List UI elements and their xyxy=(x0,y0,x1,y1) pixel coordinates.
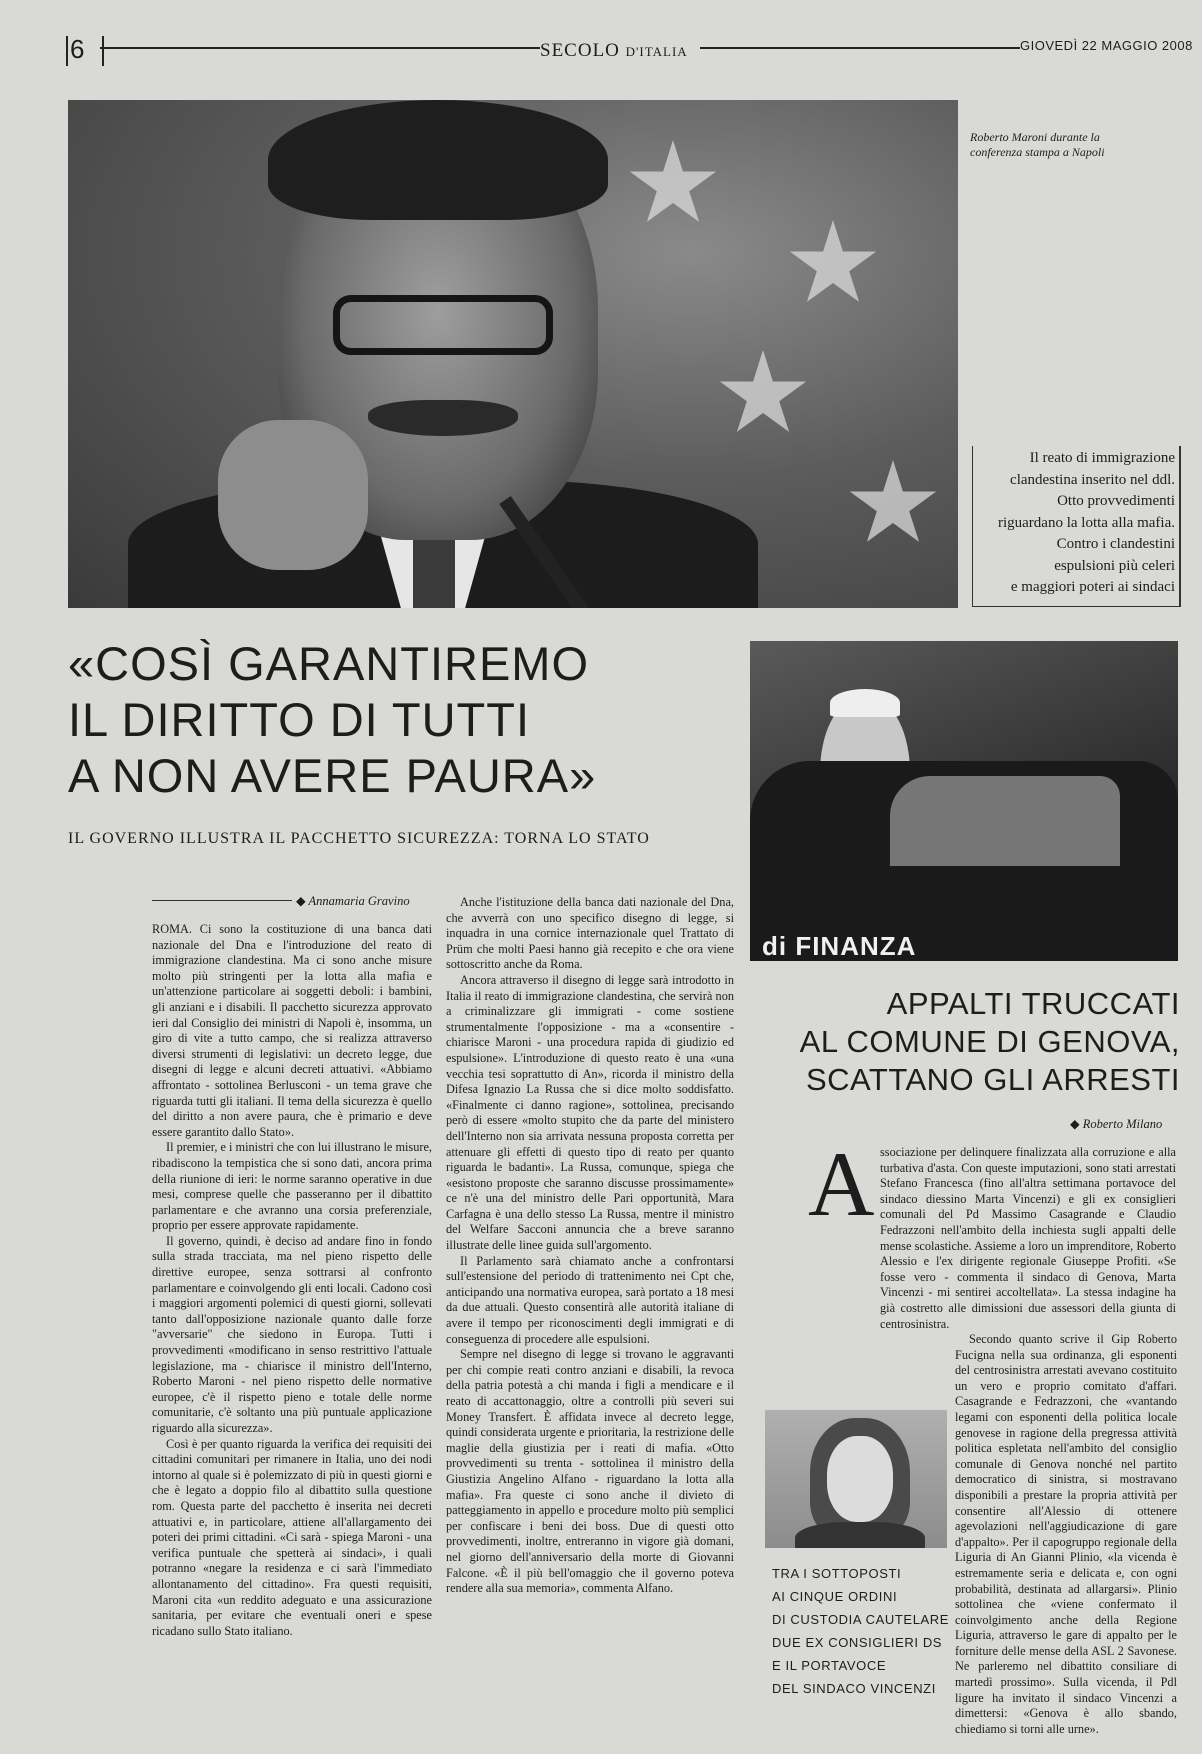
byline-author: Annamaria Gravino xyxy=(308,894,410,908)
article2-byline xyxy=(1070,1116,1162,1132)
main-photo-caption: Roberto Maroni durante la conferenza stampa a Napoli xyxy=(970,130,1105,159)
paragraph: ssociazione per delinquere finalizzata alla corruzione e alla turbativa d'asta. Con queste imputazioni, sono stati arrestati Stefano Francesca (fino all'altra settimana portavoce del sindaco diessino Marta Vincenzi) e gli ex consiglieri comunali del Pd Massimo Casagrande e Claudio Fedrazzoni nell'ambito della inchiesta sugli appalti delle mense scolastiche. Assieme a loro un imprenditore, Roberto Alessio e l'ex dirigente regionale Giuseppe Profiti. «Se fosse vero - commenta il sindaco di Genova, Marta Vincenzi - mi sentirei accoltellata». La stessa indagine ha già costretto alle dimissioni due assessori della giunta di centrosinistra. xyxy=(880,1145,1176,1331)
portrait-hair xyxy=(268,100,608,220)
headline-line: «COSÌ GARANTIREMO xyxy=(68,637,590,690)
newspaper-name xyxy=(540,40,688,62)
inset-photo-caption xyxy=(772,1562,957,1700)
article-headline xyxy=(68,636,596,804)
article-column-1 xyxy=(152,922,432,1639)
officer-cap xyxy=(830,689,900,717)
woman-body xyxy=(795,1522,925,1548)
paragraph: Secondo quanto scrive il Gip Roberto Fucigna nella sua ordinanza, gli esponenti del centrosinistra arrestati avevano costituito un vero e proprio comitato d'affari. Casagrande e Fedrazzoni, che «vantando legami con esponenti della politica locale genovese in ragione della pregressa attività politica espletata nell'ambito del consiglio comunale di Genova nonché nel partito democratico di sinistra, si mostravano disponibili a prestare la propria attività per consentire all'Alessio di ottenere agevolazioni nell'aggiudicazione di gare d'appalto». Per il capogruppo regionale della Liguria di An Gianni Plinio, «la vicenda è estremamente seria e delicata e, con ogni probabilità, destinata ad allargarsi». Plinio sottolinea che «viene confermato il coinvolgimento anche della Regione Liguria, attraverso le gare di appalto per le forniture delle mense della ASL 2 Savonese. Ne parleremo nel dibattito consiliare di martedì prossimo». Sulla vicenda, il Pdl ligure ha invitato il sindaco Vincenzi a dimettersi: «Genova è allo sbando, chiediamo si torni alle urne». xyxy=(955,1332,1177,1736)
headline-line: A NON AVERE PAURA» xyxy=(68,749,597,802)
byline-author: Roberto Milano xyxy=(1082,1117,1163,1131)
car-window xyxy=(890,776,1120,866)
flag-star xyxy=(788,220,878,310)
pull-quote-line: espulsioni più celeri xyxy=(1054,557,1175,574)
drop-cap: A xyxy=(808,1133,875,1235)
portrait-mustache xyxy=(368,400,518,436)
pull-quote-line: e maggiori poteri ai sindaci xyxy=(1010,579,1175,595)
article2-spacer xyxy=(880,1320,1176,1321)
headline-line: IL DIRITTO DI TUTTI xyxy=(68,693,531,746)
headline-line: SCATTANO GLI ARRESTI xyxy=(805,1062,1180,1097)
article2-headline xyxy=(755,985,1180,1099)
caption-line: DI CUSTODIA CAUTELARE xyxy=(772,1612,950,1627)
header-rule-right xyxy=(700,47,1020,49)
caption-line: DUE EX CONSIGLIERI DS xyxy=(772,1635,943,1650)
article-column-2 xyxy=(446,895,734,1597)
issue-date: GIOVEDÌ 22 MAGGIO 2008 xyxy=(1020,38,1193,53)
paragraph: Così è per quanto riguarda la verifica dei requisiti dei cittadini comunitari per rimanere in Italia, uno dei nodi intorno al quale si è polemizzato di più in questi giorni e che è legato a doppio filo al dibattito sulla questione rom. Questa parte del pacchetto è inserita nei decreti attuativi e, in particolare, attiene all'allargamento dei poteri dei primi cittadini. «Ci sarà - spiega Maroni - una verifica puntuale che spetterà ai sindaci», i quali potranno «negare la residenza e ci sarà l'immediato allontanamento del cittadino». Fra questi requisiti, Maroni cita «un reddito adeguato e una assicurazione sanitaria, per evitare che eventuali oneri e spese ricadano sullo Stato italiano. xyxy=(152,1436,432,1638)
paragraph: ROMA. Ci sono la costituzione di una banca dati nazionale del Dna e l'introduzione del reato di immigrazione clandestina. Ma ci sono anche misure molto più stringenti per la lotta alla mafia e un'attenzione particolare ai soggetti deboli: i bambini, gli anziani e i disabili. Il pacchetto sicurezza approvato ieri dal Consiglio dei ministri di Napoli è, insomma, un giro di vite a tutto campo, che si realizza attraverso diversi strumenti di legislativi: un decreto legge, due disegni di legge e alcuni decreti attuativi. «Abbiamo affrontato - sottolinea Berlusconi - un tema grave che riguarda tutti gli italiani. Il tema della sicurezza è quello del diritto a non avere paura, che è primario e deve essere garantito dallo Stato». xyxy=(152,922,432,1139)
paragraph: Ancora attraverso il disegno di legge sarà introdotto in Italia il reato di immigrazione clandestina, che servirà non a criminalizzare gli immigrati - come sostiene strumentalmente l'opposizione - ma a «consentire - chiarisce Maroni - una procedura rapida di giudizio ed espulsione». L'introduzione di questo reato è una «una vecchia tesi soprattutto di An», ricorda il ministro della Difesa Ignazio La Russa che si dice molto soddisfatto. «Finalmente ci danno ragione», sottolinea, precisando però di essere «molto stupito che da parte del ministero dell'Interno non sia arrivata nessuna proposta corretta per attenuare gli effetti di questo tipo di reato per quanto riguarda le badanti». La Russa, comunque, spiega che «esistono proposte che saranno discusse prossimamente» ce n'è una del ministro delle Pari opportunità, Mara Carfagna è una dello stesso La Russa, mentre il ministro del Welfare Sacconi annuncia che a breve saranno illustrate delle linee guida sull'argomento. xyxy=(446,972,734,1253)
paragraph: Il premier, e i ministri che con lui illustrano le misure, ribadiscono la tempistica che si sono dati, ancora prima della riunione di ieri: le norme saranno operative in due mesi, comprese quelle che passeranno per il dibattito parlamentare e che avranno una corsia preferenziale, proprio per essere approvate rapidamente. xyxy=(152,1140,432,1233)
car-lettering: di FINANZA xyxy=(762,931,917,961)
pull-quote-line: Il reato di immigrazione xyxy=(1029,450,1175,466)
caption-line: AI CINQUE ORDINI xyxy=(772,1589,898,1604)
woman-face xyxy=(827,1436,893,1522)
newspaper-name-main: SECOLO xyxy=(540,40,620,61)
caption-line: E IL PORTAVOCE xyxy=(772,1658,887,1673)
pull-quote xyxy=(975,448,1175,599)
article-subhead: IL GOVERNO ILLUSTRA IL PACCHETTO SICUREZZA: TORNA LO STATO xyxy=(68,830,650,847)
pull-quote-line: clandestina inserito nel ddl. xyxy=(1010,471,1175,488)
flag-star xyxy=(628,140,718,230)
byline-rule xyxy=(152,900,292,901)
headline-line: AL COMUNE DI GENOVA, xyxy=(799,1024,1180,1059)
page-number: 6 xyxy=(70,34,85,64)
pull-quote-line: Contro i clandestini xyxy=(1056,536,1175,552)
article2-column-bottom xyxy=(955,1332,1177,1737)
newspaper-name-small: D'ITALIA xyxy=(625,44,688,59)
portrait-hand xyxy=(218,420,368,570)
finance-police-photo xyxy=(750,641,1178,961)
caption-line: DEL SINDACO VINCENZI xyxy=(772,1681,936,1696)
main-photo xyxy=(68,100,958,608)
caption-line: TRA I SOTTOPOSTI xyxy=(772,1566,902,1581)
pull-quote-line: riguardano la lotta alla mafia. xyxy=(997,514,1175,531)
inset-photo xyxy=(765,1410,947,1548)
portrait-glasses xyxy=(333,295,553,355)
byline-diamond-icon: ◆ xyxy=(296,894,306,908)
article-byline xyxy=(296,893,410,909)
article2-column-top xyxy=(880,1145,1176,1332)
paragraph: Il Parlamento sarà chiamato anche a confrontarsi sull'estensione del periodo di trattenimento nei Cpt che, anticipando una normativa europea, sarà portato a 18 mesi da due attuali. Questo consentirà alle autorità italiane di avere il tempo per riconoscimenti degli immigrati e di conseguenza di procedere alle espulsioni. xyxy=(446,1253,734,1346)
header-rule-left xyxy=(100,47,540,49)
paragraph: Anche l'istituzione della banca dati nazionale del Dna, che avverrà con uno specifico disegno di legge, si inquadra in una cornice internazionale quel Trattato di Prüm che molti Paesi hanno già recepito e che ora viene sottoscritto anche da Roma. xyxy=(446,895,734,972)
paragraph: Il governo, quindi, è deciso ad andare fino in fondo sulla strada tracciata, ma nel pieno rispetto delle direttive europee, senza sottrarsi al confronto parlamentare e coinvolgendo gli enti locali. Cadono così i maggiori argomenti polemici di questi giorni, sollevati tanto dall'opposizione nazionale quanto dalle forze "avversarie" che siedono in Europa. Tutti i provvedimenti «modificano in senso restrittivo l'attuale legislazione, ma - chiarisce il ministro dell'Interno, Roberto Maroni - nel pieno rispetto delle normative europee, c'è il rispetto pieno e totale delle norme comunitarie, c'è soltanto una più puntuale applicazione riguardo alla sicurezza». xyxy=(152,1233,432,1435)
headline-line: APPALTI TRUCCATI xyxy=(886,986,1180,1021)
paragraph: Sempre nel disegno di legge si trovano le aggravanti per chi compie reati contro anziani e disabili, la revoca della patria potestà a chi manda i figli a mendicare e il reato di accattonaggio, oltre a controlli più severi sui Money Transfert. È affidata invece al decreto legge, quindi considerata urgente e prioritaria, la restrizione delle maglie della giustizia per i reati di mafia. «Otto provvedimenti su trenta - sottolinea il ministro della Giustizia Angelino Alfano - riguardano la lotta alla mafia». Fra queste ci sono anche il divieto di patteggiamento in appello e procedure molto più semplici per confiscare i beni dei boss. Due di questi otto provvedimenti, inoltre, entreranno in vigore già domani, nel giorno dell'anniversario della morte di Giovanni Falcone. «È il più bell'omaggio che il governo poteva rendere alla sua memoria», commenta Alfano. xyxy=(446,1347,734,1596)
flag-star xyxy=(718,350,808,440)
byline-diamond-icon: ◆ xyxy=(1070,1117,1080,1131)
pull-quote-line: Otto provvedimenti xyxy=(1057,493,1175,509)
flag-star xyxy=(848,460,938,550)
